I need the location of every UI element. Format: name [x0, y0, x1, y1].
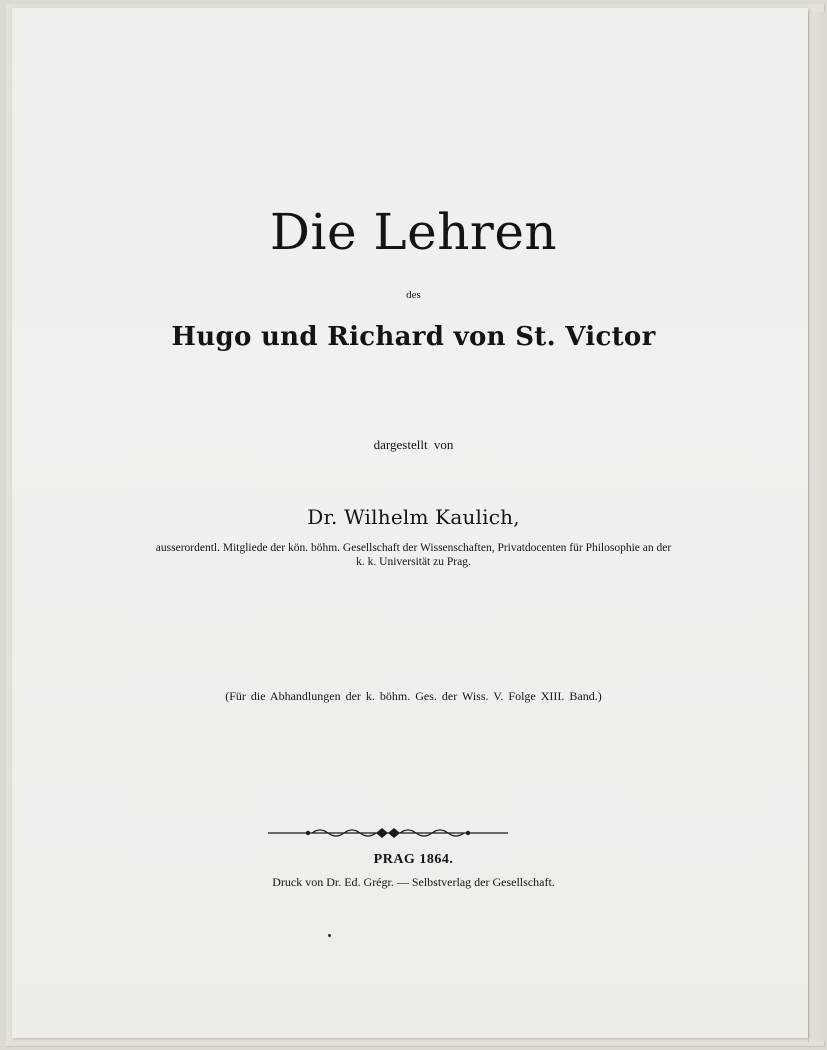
book-subtitle: Hugo und Richard von St. Victor — [171, 322, 656, 352]
series-note: (Für die Abhandlungen der k. böhm. Ges. der Wiss. V. Folge XIII. Band.) — [225, 689, 602, 703]
title-connector: des — [406, 289, 421, 301]
imprint-place-year: PRAG 1864. — [373, 852, 454, 867]
speck-mark — [328, 934, 331, 937]
presented-by-label: dargestellt von — [373, 437, 454, 452]
author-affiliation-line-1: ausserordentl. Mitgliede der kön. böhm. Gesellschaft der Wissenschaften, Privatdocenten für Philosophie an der — [155, 542, 672, 554]
author-affiliation-line-2: k. k. Universität zu Prag. — [356, 556, 471, 568]
ornament-rule-icon — [268, 826, 508, 840]
author-name: Dr. Wilhelm Kaulich, — [307, 505, 520, 529]
book-title: Die Lehren — [269, 203, 558, 261]
imprint-printer: Druck von Dr. Ed. Grégr. — Selbstverlag der Gesellschaft. — [272, 875, 555, 889]
